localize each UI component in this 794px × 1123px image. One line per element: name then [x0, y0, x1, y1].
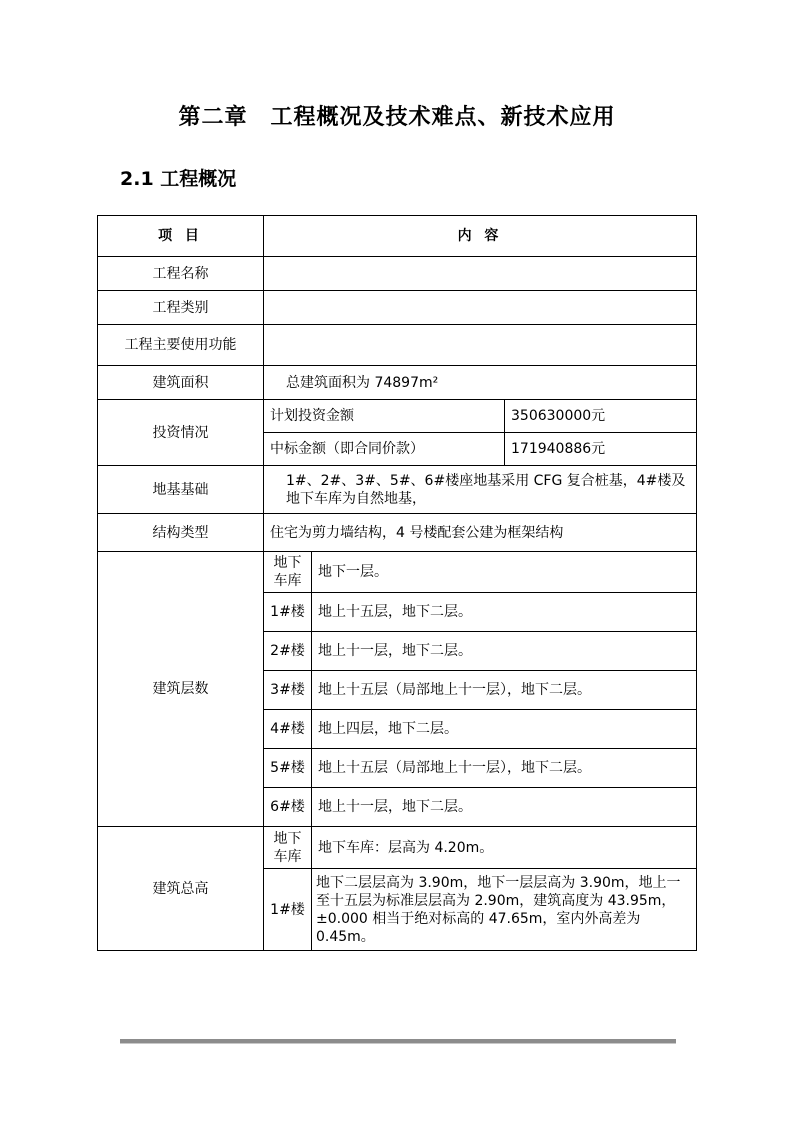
area-value: 总建筑面积为 74897m² [264, 366, 697, 400]
floor-value: 地上十一层，地下二层。 [312, 788, 697, 827]
table-row [98, 291, 697, 325]
project-overview-table [97, 215, 697, 951]
floor-building: 1#楼 [264, 593, 312, 632]
structure-value: 住宅为剪力墙结构，4 号楼配套公建为框架结构 [264, 514, 697, 552]
height-building: 1#楼 [264, 869, 312, 951]
chapter-title: 第二章 工程概况及技术难点、新技术应用 [178, 105, 616, 130]
foundation-label: 地基基础 [98, 466, 264, 514]
table-row [98, 466, 697, 514]
table-header-row [98, 216, 697, 257]
floor-building: 4#楼 [264, 710, 312, 749]
bid-amount-value: 171940886元 [505, 433, 697, 466]
height-label: 建筑总高 [98, 827, 264, 951]
floor-building: 2#楼 [264, 632, 312, 671]
header-content: 内 容 [264, 216, 697, 257]
floor-value: 地上十五层（局部地上十一层），地下二层。 [312, 749, 697, 788]
project-type-value [264, 291, 697, 325]
floor-value: 地上十五层，地下二层。 [312, 593, 697, 632]
section-title: 2.1 工程概况 [120, 168, 237, 190]
planned-investment-value: 350630000元 [505, 400, 697, 433]
table-row [98, 552, 697, 593]
floors-label: 建筑层数 [98, 552, 264, 827]
footer-rule [120, 1039, 676, 1044]
floor-value: 地下一层。 [312, 552, 697, 593]
floor-value: 地上四层，地下二层。 [312, 710, 697, 749]
table-row [98, 325, 697, 366]
project-name-label: 工程名称 [98, 257, 264, 291]
floor-building: 5#楼 [264, 749, 312, 788]
table-row [98, 257, 697, 291]
table-row [98, 514, 697, 552]
floor-value: 地上十五层（局部地上十一层），地下二层。 [312, 671, 697, 710]
bid-amount-label: 中标金额（即合同价款） [264, 433, 505, 466]
floor-building: 3#楼 [264, 671, 312, 710]
investment-label: 投资情况 [98, 400, 264, 466]
table-row [98, 827, 697, 869]
planned-investment-label: 计划投资金额 [264, 400, 505, 433]
height-value: 地下二层层高为 3.90m，地下一层层高为 3.90m，地上一至十五层为标准层层高为 2.90m，建筑高度为 43.95m，±0.000 相当于绝对标高的 47.65m，室内外高差为 0.45m。 [312, 869, 697, 951]
floor-value: 地上十一层，地下二层。 [312, 632, 697, 671]
area-label: 建筑面积 [98, 366, 264, 400]
floor-building: 6#楼 [264, 788, 312, 827]
floor-building: 地下车库 [264, 552, 312, 593]
main-function-value [264, 325, 697, 366]
main-function-label: 工程主要使用功能 [98, 325, 264, 366]
height-value: 地下车库：层高为 4.20m。 [312, 827, 697, 869]
header-item: 项 目 [98, 216, 264, 257]
table-row [98, 400, 697, 433]
structure-label: 结构类型 [98, 514, 264, 552]
height-building: 地下车库 [264, 827, 312, 869]
project-type-label: 工程类别 [98, 291, 264, 325]
project-name-value [264, 257, 697, 291]
table-row [98, 366, 697, 400]
foundation-value: 1#、2#、3#、5#、6#楼座地基采用 CFG 复合桩基，4#楼及地下车库为自然地基， [264, 466, 697, 514]
